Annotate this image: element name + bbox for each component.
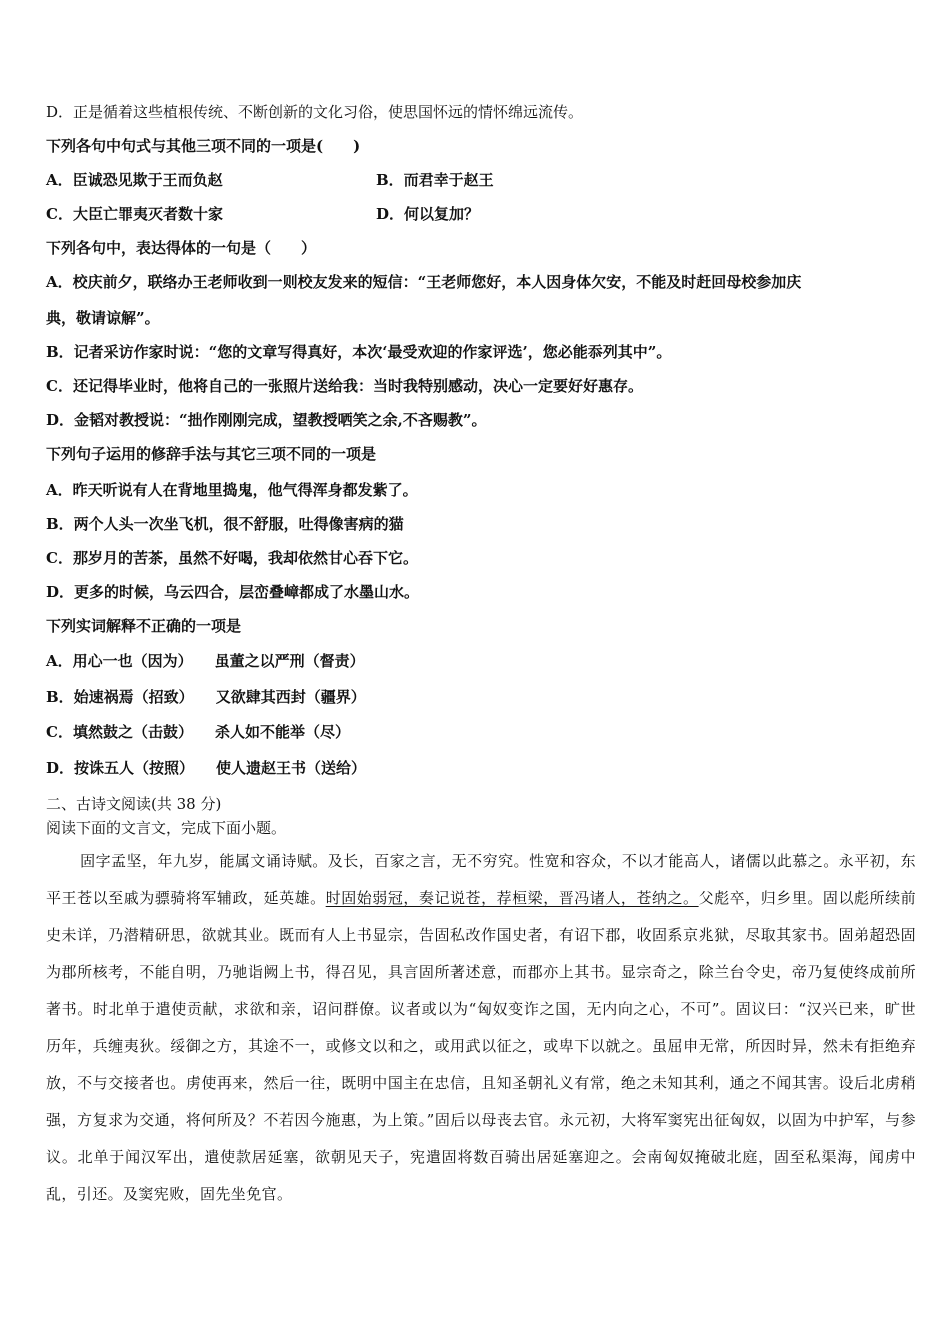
- q4-option-a-part1: A．用心一也（因为）: [46, 652, 193, 670]
- q4-option-b: [46, 687, 366, 707]
- section-2-instruction: 阅读下面的文言文，完成下面小题。: [46, 819, 287, 837]
- q4-option-b-part2: 又欲肆其西封（疆界）: [215, 688, 366, 706]
- q1-stem: 下列各句中句式与其他三项不同的一项是( ): [46, 137, 361, 155]
- q4-option-c: [46, 722, 350, 742]
- q4-option-a-part2: 虽董之以严刑（督责）: [214, 652, 365, 670]
- q3-option-a: A．昨天听说有人在背地里捣鬼，他气得浑身都发紫了。: [46, 481, 418, 499]
- q4-option-d-part1: D．按诛五人（按照）: [46, 759, 195, 777]
- q2-option-a-line2: 典，敬请谅解”。: [46, 309, 160, 327]
- q2-option-a-line1: A．校庆前夕，联络办王老师收到一则校友发来的短信：“王老师您好，本人因身体欠安，不能及时赶回母校参加庆: [46, 273, 802, 291]
- q4-option-c-part1: C．填然鼓之（击鼓）: [46, 723, 193, 741]
- q4-option-d: [46, 758, 366, 778]
- q4-option-c-part2: 杀人如不能举（尽）: [214, 723, 350, 741]
- q4-option-b-part1: B．始速祸焉（招致）: [46, 688, 194, 706]
- q2-option-c: C．还记得毕业时，他将自己的一张照片送给我：当时我特别感动，决心一定要好好惠存。: [46, 377, 643, 395]
- classical-passage: [46, 843, 916, 1213]
- q1-option-b: B．而君幸于赵王: [376, 171, 494, 189]
- q4-option-a: [46, 651, 365, 671]
- prev-option-d: D．正是循着这些植根传统、不断创新的文化习俗，使思国怀远的情怀绵远流传。: [46, 103, 584, 121]
- q3-option-d: D．更多的时候，乌云四合，层峦叠嶂都成了水墨山水。: [46, 583, 420, 601]
- q1-option-a: A．臣诚恐见欺于王而负赵: [46, 171, 223, 189]
- q3-stem: 下列句子运用的修辞手法与其它三项不同的一项是: [46, 445, 377, 463]
- q1-option-c: C．大臣亡罪夷灭者数十家: [46, 205, 223, 223]
- passage-text-after: 父彪卒，归乡里。固以彪所续前史未详，乃潜精研思，欲就其业。既而有人上书显宗，告固私改作国史者，有诏下郡，收固系京兆狱，尽取其家书。固弟超恐固为郡所核考，不能自明，乃驰诣阙上书，得召见，具言固所著述意，而郡亦上其书。显宗奇之，除兰台令史，帝乃复使终成前所著书。时北单于遣使贡献，求欲和亲，诏问群僚。议者或以为“匈奴变诈之国，无内向之心，不可”。固议曰：“汉兴已来，旷世历年，兵缠夷狄。绥御之方，其途不一，或修文以和之，或用武以征之，或卑下以就之。虽屈申无常，所因时异，然未有拒绝弃放，不与交接者也。虏使再来，然后一往，既明中国主在忠信，且知圣朝礼义有常，绝之未知其利，通之不闻其害。设后北虏稍强，方复求为交通，将何所及？不若因今施惠，为上策。”固后以母丧去官。永元初，大将军窦宪出征匈奴，以固为中护军，与参议。北单于闻汉军出，遣使款居延塞，欲朝见天子，宪遣固将数百骑出居延塞迎之。会南匈奴掩破北庭，固至私渠海，闻虏中乱，引还。及窦宪败，固先坐免官。: [46, 889, 917, 1203]
- q2-stem: 下列各句中，表达得体的一句是（ ）: [46, 239, 317, 257]
- passage-underlined-sentence: 时固始弱冠，奏记说苍，荐桓梁，晋冯诸人，苍纳之。: [325, 889, 699, 907]
- q3-option-c: C．那岁月的苦茶，虽然不好喝，我却依然甘心吞下它。: [46, 549, 418, 567]
- passage-text-before: 固字孟坚，年九岁，能属文诵诗赋。及长，百家之言，无不穷究。性宽和容众，不以才能高人，诸儒以此慕之。永平初，东平王苍以至戚为骠骑将军辅政，延英雄。: [46, 852, 916, 907]
- section-2-title: 二、古诗文阅读(共 38 分): [46, 795, 222, 813]
- q3-option-b: B．两个人头一次坐飞机，很不舒服，吐得像害病的猫: [46, 515, 404, 533]
- q4-stem: 下列实词解释不正确的一项是: [46, 617, 242, 635]
- q1-option-d: D．何以复加？: [376, 205, 480, 223]
- q2-option-b: B．记者采访作家时说：“您的文章写得真好，本次‘最受欢迎的作家评选’，您必能忝列其中”。: [46, 343, 672, 361]
- q4-option-d-part2: 使人遗赵王书（送给）: [216, 759, 367, 777]
- q2-option-d: D．金韬对教授说：“拙作刚刚完成，望教授哂笑之余,不吝赐教”。: [46, 411, 487, 429]
